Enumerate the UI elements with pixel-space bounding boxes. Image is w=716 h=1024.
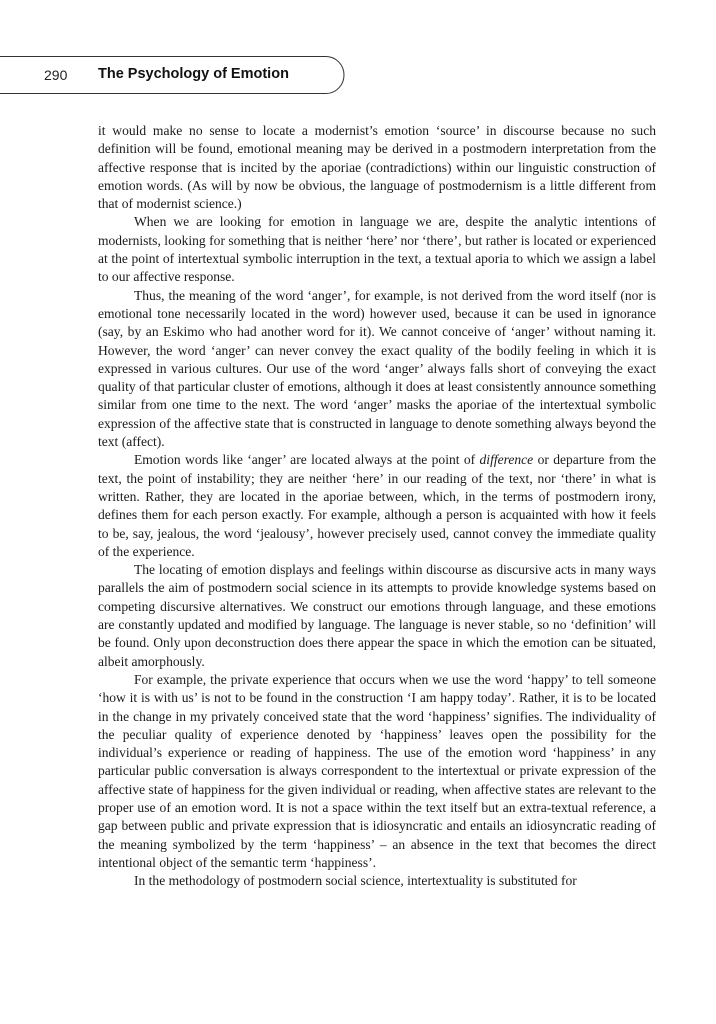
paragraph: When we are looking for emotion in language we are, despite the analytic intentions of modernists, looking for something that is neither ‘here’ nor ‘there’, but rather is located or experienced at the point of intertextual symbolic interruption in the text, a textual aporia to which we assign a label to our affective response. (98, 214, 656, 285)
paragraph: For example, the private experience that occurs when we use the word ‘happy’ to tell someone ‘how it is with us’ is not to be found in the construction ‘I am happy today’. Rather, it is to be located in the change in my privately conceived state that the word ‘happiness’ signifies. The individuality of the peculiar quality of experience denoted by ‘happiness’ leaves open the possibility for the individual’s experience or reading of happiness. The use of the emotion word ‘happiness’ in any particular public conversation is always correspondent to the intertextual or private expression of the affective state of happiness for the given individual or reading, when affective states are relevant to the proper use of an emotion word. It is not a space within the text itself but an extra-textual reference, a gap between public and private expression that is idiosyncratic and entails an idiosyncratic reading of the meaning symbolized by the term ‘happiness’ – an absence in the text that becomes the direct intentional object of the semantic term ‘happiness’. (98, 671, 656, 870)
page-number: 290 (44, 67, 68, 83)
paragraph (98, 451, 656, 561)
running-head (0, 56, 345, 94)
body-text (98, 122, 656, 890)
paragraph-text: or departure from the text, the point of instability; they are neither ‘here’ in our reading of the text, nor ‘there’ in what is written. Rather, they are located in the aporiae between, which, in the terms of postmodern irony, defines them for each person exactly. For example, although a person is acquainted with how it feels to be, say, jealous, the word ‘jealousy’, however precisely used, cannot convey the immediate quality of the experience. (98, 452, 657, 559)
paragraph: In the methodology of postmodern social science, intertextuality is substituted for (134, 873, 577, 889)
paragraph: Thus, the meaning of the word ‘anger’, for example, is not derived from the word itself (nor is emotional tone necessarily located in the word) however used, because it can be used in ignorance (say, by an Eskimo who had another word for it). We cannot conceive of ‘anger’ without naming it. However, the word ‘anger’ can never convey the exact quality of the bodily feeling in which it is expressed in various cultures. Our use of the word ‘anger’ always falls short of conveying the exact quality of that particular cluster of emotions, although it does at least consistently announce something similar from one time to the next. The word ‘anger’ masks the aporiae of the intertextual symbolic expression of the affective state that is constructed in language to denote something always beyond the text (affect). (98, 287, 656, 450)
paragraph: it would make no sense to locate a modernist’s emotion ‘source’ in discourse because no such definition will be found, emotional meaning may be derived in a postmodern interpretation from the affective response that is incited by the aporiae (contradictions) within our linguistic construction of emotion words. (As will by now be obvious, the language of postmodernism is a little different from that of modernist science.) (98, 123, 656, 212)
emphasized-word: difference (479, 452, 534, 468)
book-title: The Psychology of Emotion (98, 66, 289, 82)
paragraph-text: Emotion words like ‘anger’ are located always at the point of (134, 452, 480, 468)
paragraph: The locating of emotion displays and feelings within discourse as discursive acts in many ways parallels the aim of postmodern social science in its attempts to provide knowledge systems based on competing discursive alternatives. We construct our emotions through language, and these emotions are constantly updated and modified by language. The language is never stable, so no ‘definition’ will be found. Only upon deconstruction does there appear the space in which the emotion can be situated, albeit amorphously. (98, 562, 656, 669)
